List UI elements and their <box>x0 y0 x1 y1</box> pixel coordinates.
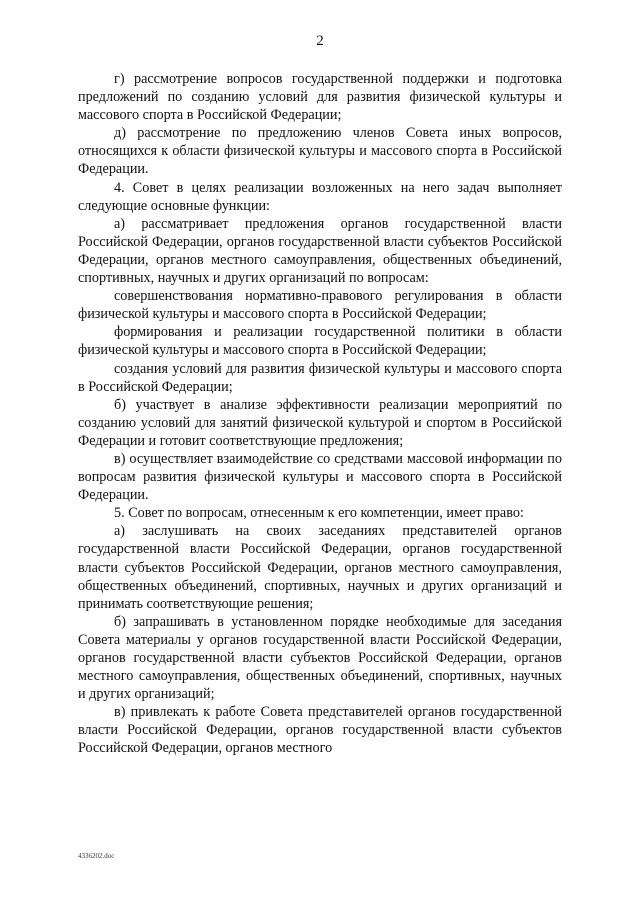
paragraph-4b-analysis: б) участвует в анализе эффективности реализации мероприятий по созданию условий для занятий физической культурой и спортом в Российской Федерации и готовит соответствующие предложения; <box>78 396 562 449</box>
paragraph-4a-regulation: совершенствования нормативно-правового регулирования в области физической культуры и массового спорта в Российской Федерации; <box>78 288 562 323</box>
document-code: 4336202.doc <box>78 852 115 860</box>
paragraph-5v-involve: в) привлекать к работе Совета представителей органов государственной власти Российской Федерации, органов государственной власти субъектов Российской Федерации, органов местного <box>78 704 562 757</box>
paragraph-g-state-support: г) рассмотрение вопросов государственной поддержки и подготовка предложений по созданию условий для развития физической культуры и массового спорта в Российской Федерации; <box>78 71 562 124</box>
paragraph-5-rights: 5. Совет по вопросам, отнесенным к его компетенции, имеет право: <box>114 505 524 522</box>
paragraph-d-other-questions: д) рассмотрение по предложению членов Совета иных вопросов, относящихся к области физической культуры и массового спорта в Российской Федерации. <box>78 125 562 178</box>
paragraph-5a-hearings: а) заслушивать на своих заседаниях представителей органов государственной власти Российской Федерации, органов государственной власти субъектов Российской Федерации, органов местного самоуправления, общественных объединений, спортивных, научных и других организаций и принимать соответствующие решения; <box>78 523 562 612</box>
paragraph-5b-requests: б) запрашивать в установленном порядке необходимые для заседания Совета материалы у органов государственной власти Российской Федерации, органов государственной власти субъектов Российской Федерации, органов местного самоуправления, общественных объединений, спортивных, научных и других организаций; <box>78 613 562 703</box>
paragraph-4-functions: 4. Совет в целях реализации возложенных на него задач выполняет следующие основные функции: <box>78 179 562 214</box>
paragraph-4a-conditions: создания условий для развития физической культуры и массового спорта в Российской Федерации; <box>78 360 562 395</box>
page-number: 2 <box>316 33 324 49</box>
paragraph-4v-media: в) осуществляет взаимодействие со средствами массовой информации по вопросам развития физической культуры и массового спорта в Российской Федерации. <box>78 450 562 504</box>
paragraph-4a-policy: формирования и реализации государственной политики в области физической культуры и массового спорта в Российской Федерации; <box>78 324 562 359</box>
paragraph-4a-proposals: а) рассматривает предложения органов государственной власти Российской Федерации, органов государственной власти субъектов Российской Федерации, органов местного самоуправления, общественных объединений, спортивных, научных и других организаций по вопросам: <box>78 215 562 287</box>
document-body <box>78 70 562 758</box>
